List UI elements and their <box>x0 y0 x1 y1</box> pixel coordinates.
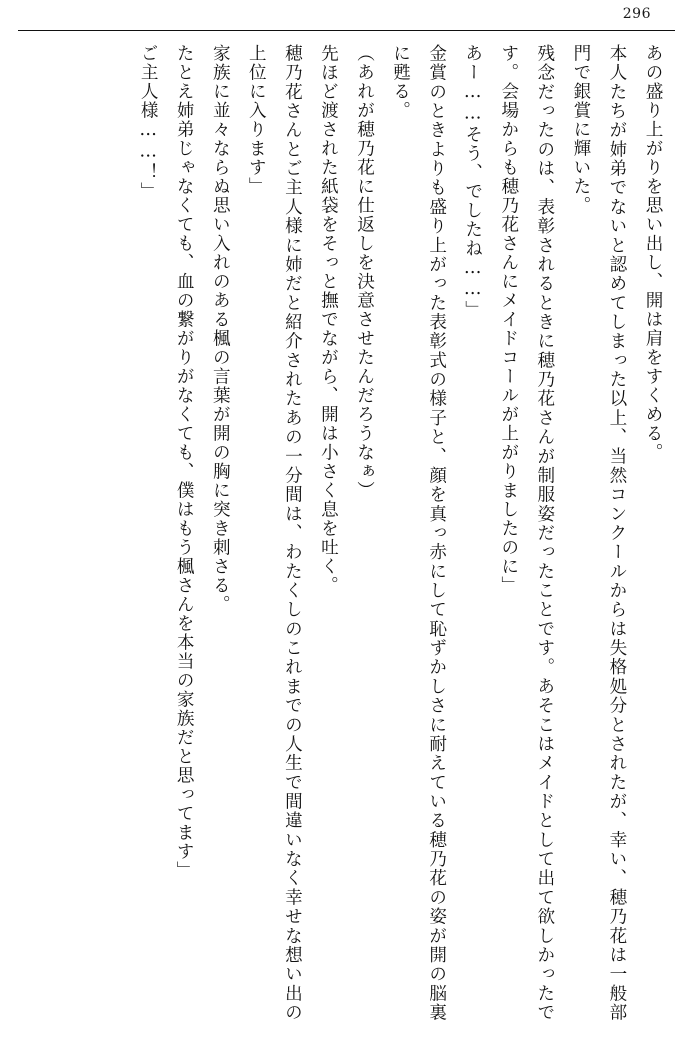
paragraph: あー……そう、でしたね……」 <box>462 44 483 320</box>
paragraph: 金賞のときよりも盛り上がった表彰式の様子と、顔を真っ赤にして恥ずかしさに耐えている穂乃花の姿が開の脳裏に甦る。 <box>390 44 447 1022</box>
paragraph: 穂乃花さんとご主人様に姉だと紹介されたあの一分間は、わたくしのこれまでの人生で間違いなく幸せな想い出の上位に入ります」 <box>246 44 303 1022</box>
paragraph: たとえ姉弟じゃなくても、血の繋がりがなくても、僕はもう楓さんを本当の家族だと思ってます」 <box>174 44 195 880</box>
paragraph: 家族に並々ならぬ思い入れのある楓の言葉が開の胸に突き刺さる。 <box>210 44 231 614</box>
header-rule <box>18 30 675 31</box>
page-number: 296 <box>622 6 651 22</box>
paragraph: （あれが穂乃花に仕返しを決意させたんだろうなぁ） <box>354 44 375 500</box>
page-body <box>20 44 671 1022</box>
paragraph: 先ほど渡された紙袋をそっと撫でながら、開は小さく息を吐く。 <box>318 44 339 595</box>
paragraph: 本人たちが姉弟でないと認めてしまった以上、当然コンクールからは失格処分とされたが、幸い、穂乃花は一般部門で銀賞に輝いた。 <box>570 44 627 1022</box>
paragraph: あの盛り上がりを思い出し、開は肩をすくめる。 <box>643 44 663 462</box>
paragraph: ご主人様……！」 <box>138 44 159 201</box>
paragraph: 残念だったのは、表彰されるときに穂乃花さんが制服姿だったことです。あそこはメイドとして出て欲しかったです。会場からも穂乃花さんにメイドコールが上がりましたのに」 <box>498 44 555 1022</box>
